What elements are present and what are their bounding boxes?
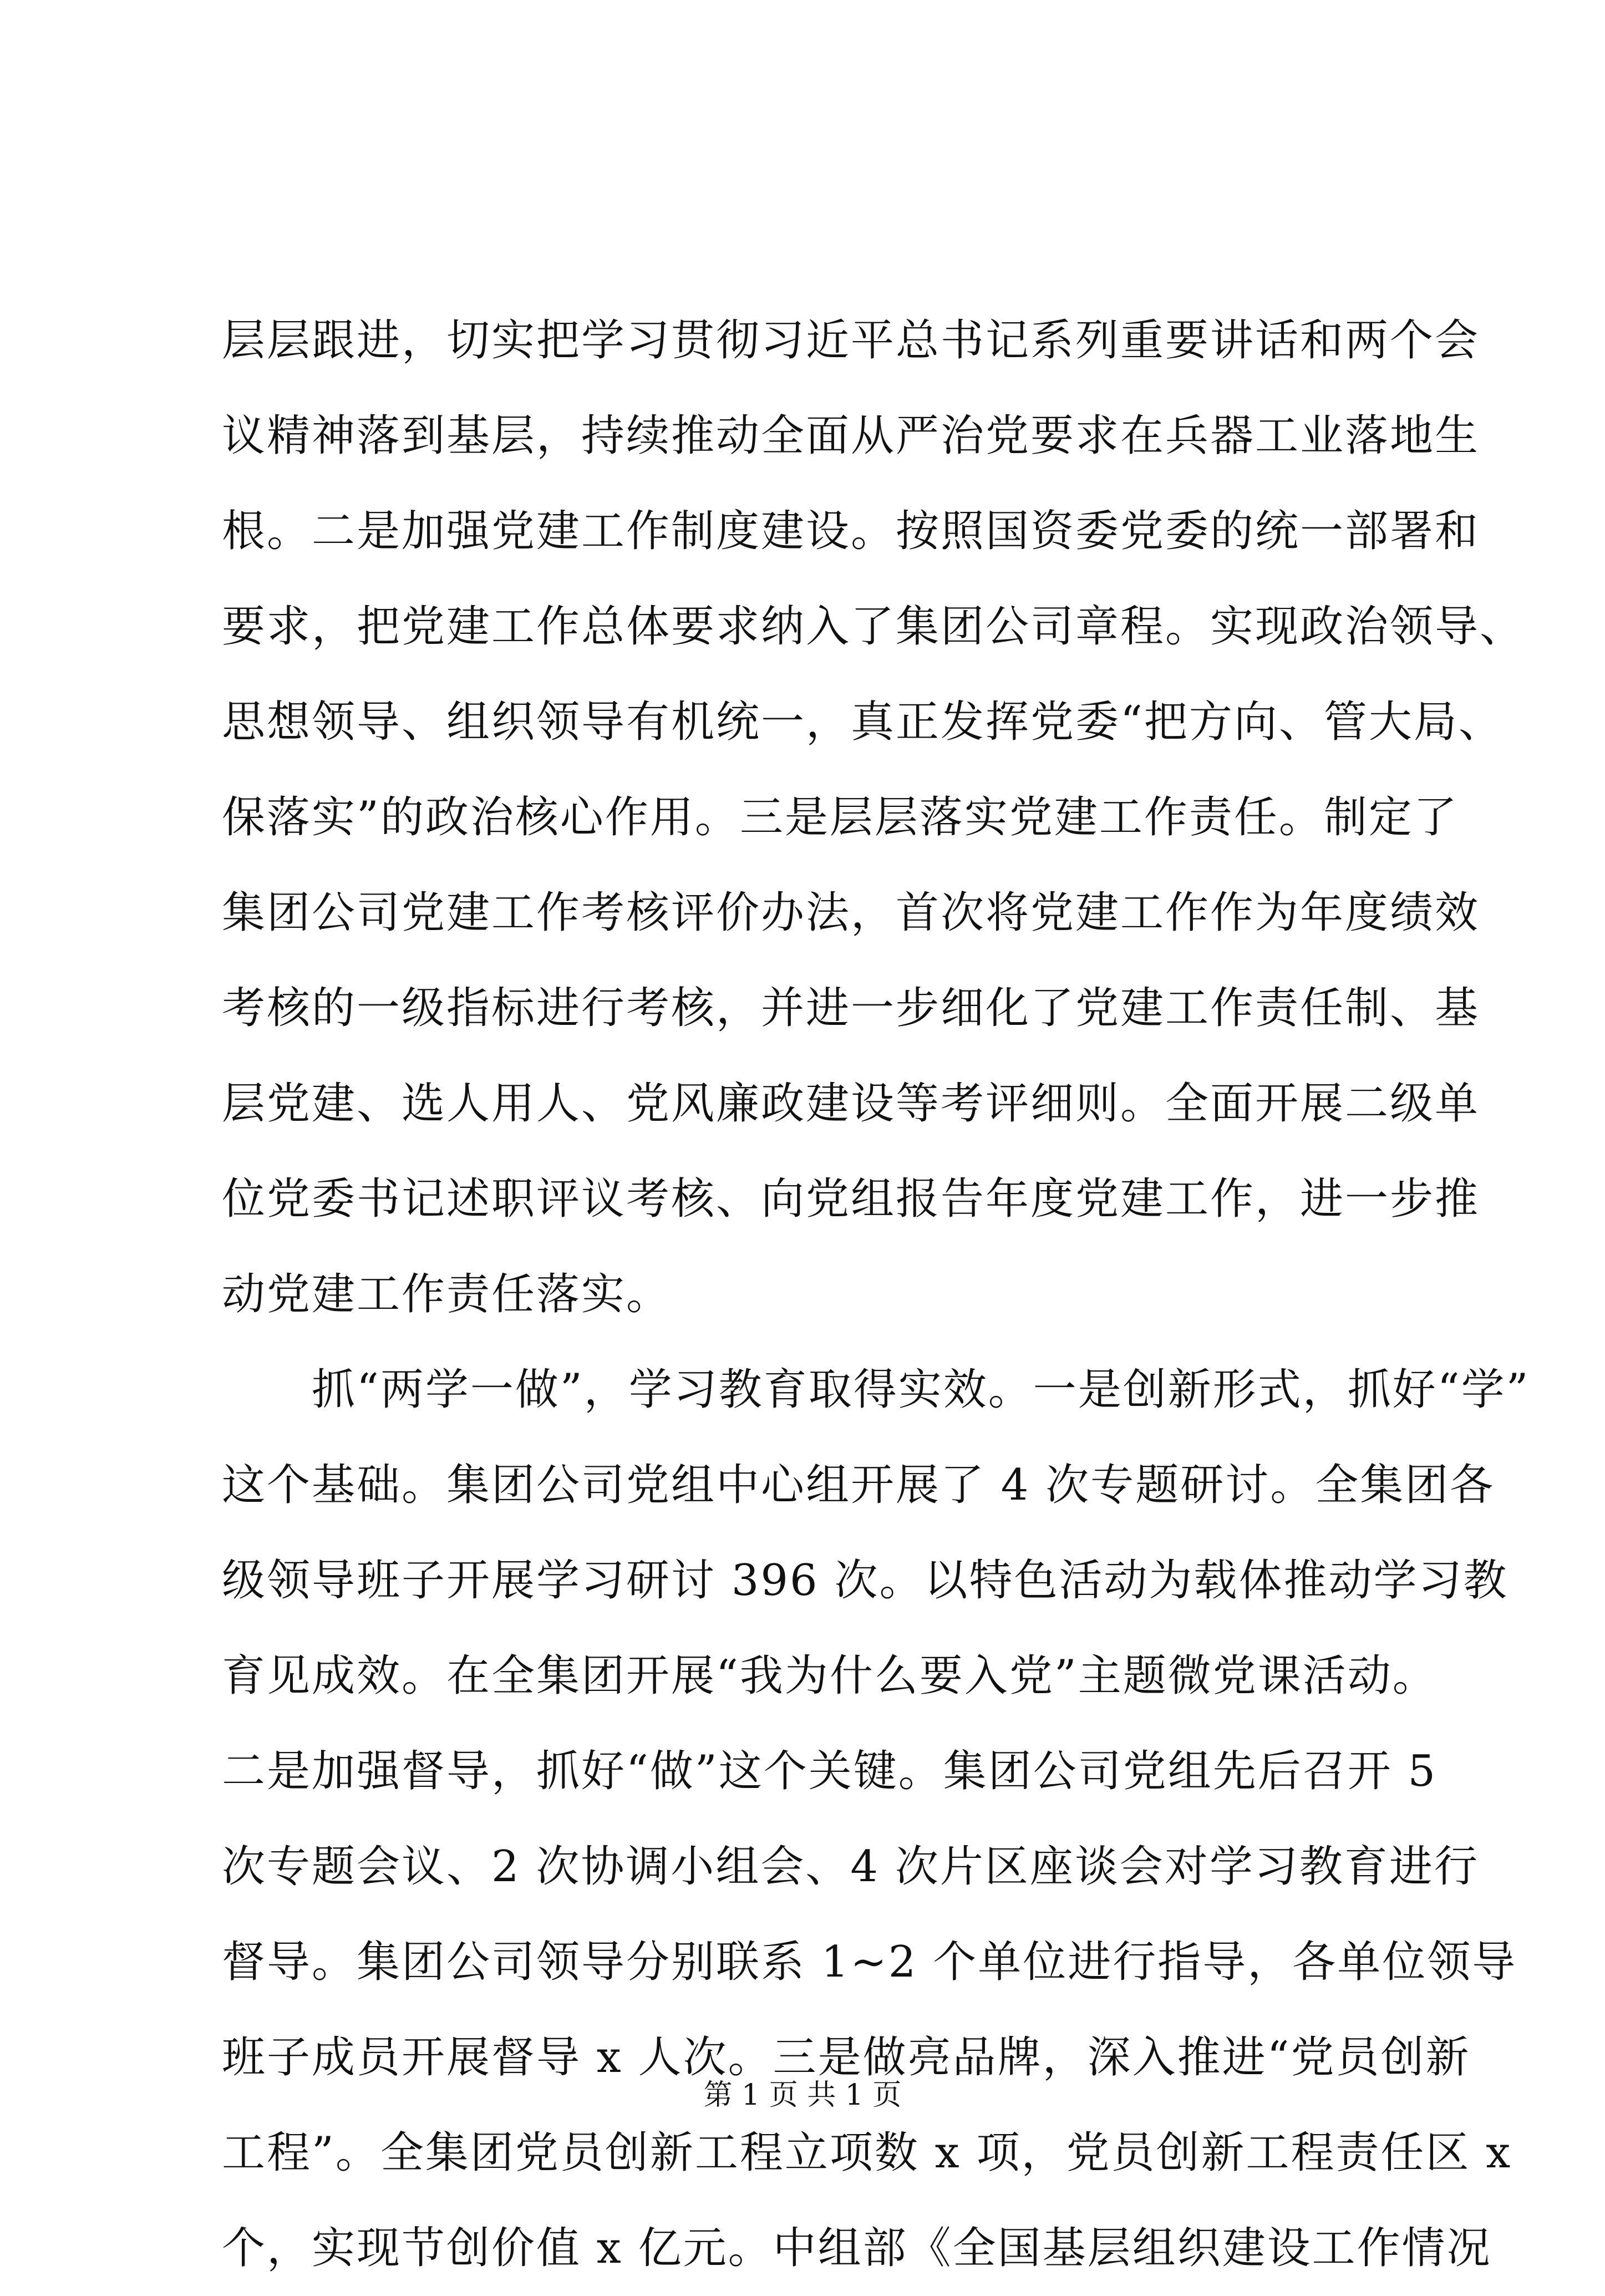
page-footer: 第 1 页 共 1 页 [703,2079,902,2112]
body-text [222,293,1530,2296]
text-line-17: 次专题会议、2 次协调小组会、4 次片区座谈会对学习教育进行 [222,1842,1479,1892]
text-line-10: 位党委书记述职评议考核、向党组报告年度党建工作，进一步推 [222,1174,1480,1224]
text-line-6: 保落实”的政治核心作用。三是层层落实党建工作责任。制定了 [222,793,1459,842]
text-line-8: 考核的一级指标进行考核，并进一步细化了党建工作责任制、基 [222,983,1480,1033]
text-line-19: 班子成员开展督导 x 人次。三是做亮品牌，深入推进“党员创新 [222,2033,1471,2082]
text-line-7: 集团公司党建工作考核评价办法，首次将党建工作作为年度绩效 [222,888,1480,938]
text-line-1: 层层跟进，切实把学习贯彻习近平总书记系列重要讲话和两个会 [222,316,1480,365]
text-line-16: 二是加强督导，抓好“做”这个关键。集团公司党组先后召开 5 [222,1746,1438,1796]
text-line-4: 要求，把党建工作总体要求纳入了集团公司章程。实现政治领导、 [222,602,1525,652]
text-line-12: 抓“两学一做”，学习教育取得实效。一是创新形式，抓好“学” [222,1365,1530,1415]
text-line-5: 思想领导、组织领导有机统一，真正发挥党委“把方向、管大局、 [222,697,1504,747]
text-line-2: 议精神落到基层，持续推动全面从严治党要求在兵器工业落地生 [222,411,1480,461]
text-line-9: 层党建、选人用人、党风廉政建设等考评细则。全面开展二级单 [222,1079,1480,1129]
text-line-21: 个，实现节创价值 x 亿元。中组部《全国基层组织建设工作情况 [222,2223,1492,2273]
text-line-18: 督导。集团公司领导分别联系 1~2 个单位进行指导，各单位领导 [222,1937,1517,1987]
text-line-14: 级领导班子开展学习研讨 396 次。以特色活动为载体推动学习教 [222,1556,1509,1606]
text-line-11: 动党建工作责任落实。 [222,1269,672,1319]
text-line-13: 这个基础。集团公司党组中心组开展了 4 次专题研讨。全集团各 [222,1460,1495,1510]
text-line-3: 根。二是加强党建工作制度建设。按照国资委党委的统一部署和 [222,506,1480,556]
text-line-15: 育见成效。在全集团开展“我为什么要入党”主题微党课活动。 [222,1651,1438,1701]
text-line-20: 工程”。全集团党员创新工程立项数 x 项，党员创新工程责任区 x [222,2128,1512,2178]
